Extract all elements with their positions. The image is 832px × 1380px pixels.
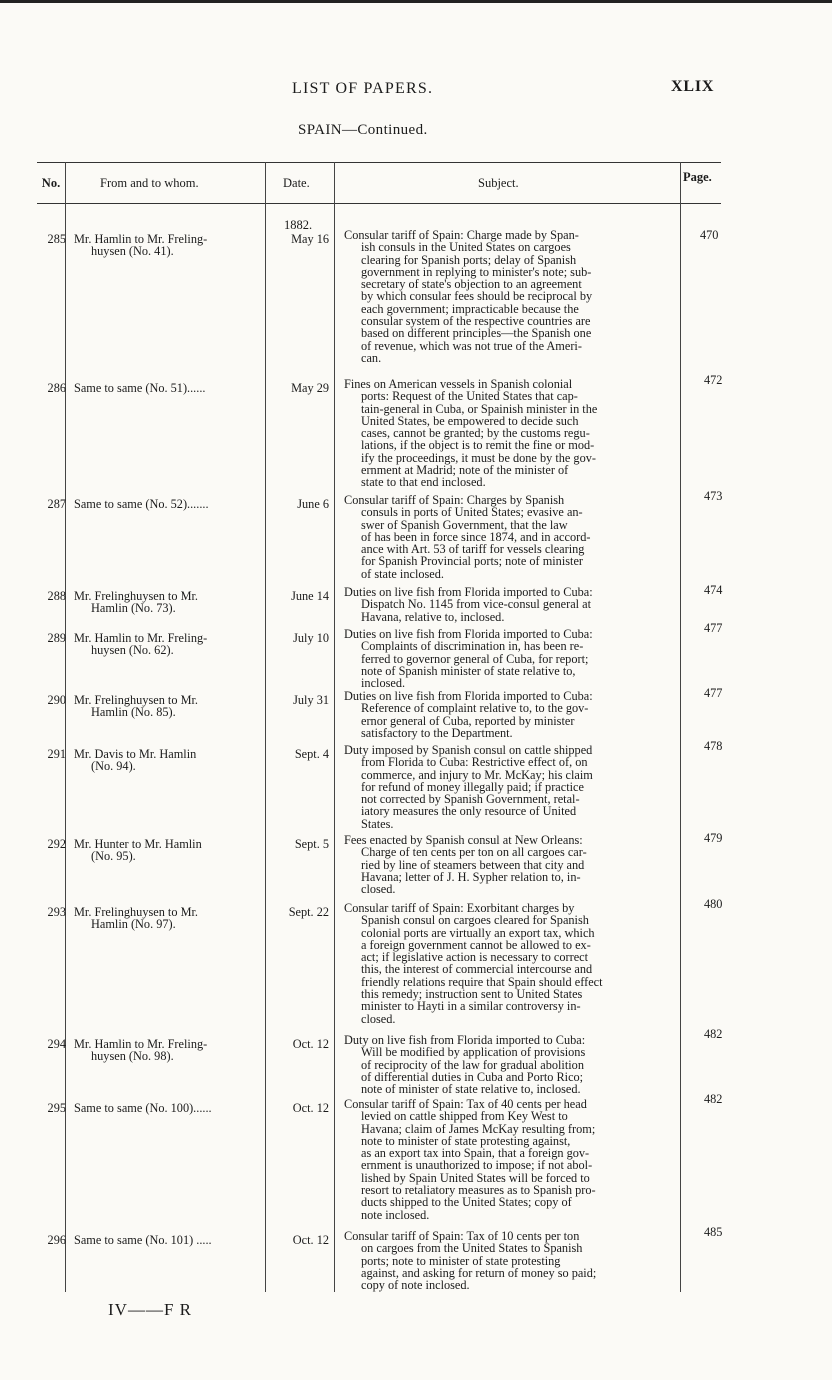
- subject-line: ernment at Madrid; note of the minister of: [361, 463, 569, 478]
- subject-line: can.: [361, 350, 382, 365]
- correspondents-line: Same to same (No. 52).......: [74, 497, 209, 511]
- page-reference: 477: [704, 621, 723, 635]
- page-reference: 478: [704, 739, 723, 753]
- subject-line: from Florida to Cuba: Restrictive effect of, on: [361, 755, 588, 770]
- subject-line: levied on cattle shipped from Key West to: [361, 1109, 568, 1124]
- correspondents-line: Same to same (No. 51)......: [74, 381, 206, 395]
- correspondents-line: (No. 94).: [91, 759, 136, 774]
- column-divider: [65, 162, 66, 1292]
- correspondents: [74, 838, 270, 863]
- subject-line: ried by line of steamers between that city and: [361, 857, 585, 872]
- page-reference: 474: [704, 583, 723, 597]
- correspondents: [74, 906, 270, 931]
- correspondents-line: huysen (No. 62).: [91, 643, 174, 658]
- page-reference: 482: [704, 1027, 723, 1041]
- subject-line: of revenue, which was not true of the Ameri-: [361, 338, 582, 353]
- subject-line: ish consuls in the United States on cargoes: [361, 240, 571, 255]
- subject-line: for refund of money illegally paid; if practice: [361, 779, 584, 794]
- subject-line: of differential duties in Cuba and Porto Rico;: [361, 1069, 584, 1084]
- subject-line: this, the interest of commercial intercourse and: [361, 962, 593, 977]
- correspondents-line: Hamlin (No. 85).: [91, 705, 176, 720]
- correspondents: [74, 632, 270, 657]
- entry-date: June 6: [297, 497, 329, 511]
- subject-text: [344, 628, 680, 689]
- subject-line: Havana; letter of J. H. Sypher relation to, in-: [361, 869, 581, 884]
- entry-date: July 31: [293, 693, 329, 707]
- entry-date: Oct. 12: [292, 1037, 329, 1051]
- row-number: 292: [47, 837, 66, 851]
- subject-text: [344, 494, 680, 580]
- column-divider: [265, 162, 266, 1292]
- row-number: 294: [47, 1037, 66, 1051]
- subject-line: friendly relations require that Spain should effect: [361, 974, 603, 989]
- subject-line: Havana; claim of James McKay resulting from;: [361, 1121, 596, 1136]
- column-header-date: Date.: [283, 176, 310, 190]
- correspondents: [74, 1234, 270, 1246]
- row-number: 285: [47, 232, 66, 246]
- subject-text: [344, 586, 680, 623]
- subject-line: Fines on American vessels in Spanish colonial: [344, 377, 573, 391]
- entry-date: Oct. 12: [292, 1233, 329, 1247]
- correspondents-line: Hamlin (No. 73).: [91, 601, 176, 616]
- subject-line: act; if legislative action is necessary to correct: [361, 950, 589, 965]
- subject-line: lished by Spain United States will be forced to: [361, 1170, 590, 1185]
- subject-line: of state inclosed.: [361, 566, 444, 581]
- subject-line: by which consular fees should be reciprocal by: [361, 289, 593, 304]
- correspondents-line: Mr. Frelinghuysen to Mr.: [74, 589, 198, 603]
- subject-line: note to minister of state protesting against,: [361, 1133, 571, 1148]
- subject-line: clearing for Spanish ports; delay of Spanish: [361, 252, 577, 267]
- column-header-no: No.: [41, 176, 61, 190]
- correspondents-line: Same to same (No. 101) .....: [74, 1233, 212, 1247]
- row-number: 286: [47, 381, 66, 395]
- subject-line: Havana, relative to, inclosed.: [361, 609, 505, 624]
- subject-line: Spanish consul on cargoes cleared for Spanish: [361, 913, 589, 928]
- page-number: XLIX: [671, 78, 715, 95]
- correspondents-line: Same to same (No. 100)......: [74, 1101, 212, 1115]
- subject-line: closed.: [361, 1011, 396, 1026]
- subject-line: swer of Spanish Government, that the law: [361, 517, 568, 532]
- table-header-rule: [37, 203, 721, 204]
- page-reference: 477: [704, 686, 723, 700]
- correspondents-line: (No. 95).: [91, 849, 136, 864]
- subject-line: of reciprocity of the law for gradual abolition: [361, 1057, 584, 1072]
- subject-line: not corrected by Spanish Government, retal-: [361, 792, 580, 807]
- subject-line: Fees enacted by Spanish consul at New Orleans:: [344, 833, 583, 847]
- subject-line: tain-general in Cuba, or Spainish minister in the: [361, 401, 598, 416]
- subject-line: state to that end inclosed.: [361, 475, 486, 490]
- subject-line: Consular tariff of Spain: Exorbitant charges by: [344, 901, 575, 915]
- row-number: 288: [47, 589, 66, 603]
- subject-line: resort to retaliatory measures as to Spanish pro-: [361, 1183, 596, 1198]
- subject-line: a foreign government cannot be allowed to ex-: [361, 937, 591, 952]
- subject-line: ports: Request of the United States that cap-: [361, 389, 578, 404]
- correspondents: [74, 382, 270, 394]
- subject-line: United States, be empowered to decide such: [361, 413, 579, 428]
- subject-line: ance with Art. 53 of tariff for vessels clearing: [361, 542, 585, 557]
- column-header-from: From and to whom.: [100, 176, 199, 190]
- page-reference: 485: [704, 1225, 723, 1239]
- entry-date: July 10: [293, 631, 329, 645]
- correspondents: [74, 694, 270, 719]
- row-number: 293: [47, 905, 66, 919]
- entry-date: May 29: [291, 381, 329, 395]
- column-header-page: Page.: [683, 170, 712, 184]
- subject-line: closed.: [361, 882, 396, 897]
- correspondents: [74, 233, 270, 258]
- subject-text: [344, 378, 680, 489]
- subject-line: Complaints of discrimination in, has been re-: [361, 639, 584, 654]
- correspondents-line: Mr. Hunter to Mr. Hamlin: [74, 837, 202, 851]
- column-divider: [334, 162, 335, 1292]
- year-label: 1882.: [284, 218, 313, 232]
- correspondents: [74, 590, 270, 615]
- row-number: 289: [47, 631, 66, 645]
- subject-line: cases, cannot be granted; by the customs regu-: [361, 426, 590, 441]
- subject-line: ify the proceedings, it must be done by the gov-: [361, 450, 596, 465]
- entry-date: May 16: [291, 232, 329, 246]
- subject-line: secretary of state's objection to an agreement: [361, 277, 582, 292]
- correspondents-line: Mr. Davis to Mr. Hamlin: [74, 747, 197, 761]
- subject-line: satisfactory to the Department.: [361, 725, 513, 740]
- subject-line: Duty on live fish from Florida imported to Cuba:: [344, 1033, 586, 1047]
- subject-line: consuls in ports of United States; evasive an-: [361, 505, 583, 520]
- subject-line: iatory measures the only resource of United: [361, 804, 577, 819]
- row-number: 290: [47, 693, 66, 707]
- correspondents-line: huysen (No. 98).: [91, 1049, 174, 1064]
- page-reference: 480: [704, 897, 723, 911]
- subject-line: consular system of the respective countries are: [361, 314, 591, 329]
- subject-line: government in replying to minister's note; sub-: [361, 264, 592, 279]
- subject-text: [344, 902, 680, 1025]
- subject-line: note of minister of state relative to, inclosed.: [361, 1082, 581, 1097]
- subject-line: as an export tax into Spain, that a foreign gov-: [361, 1146, 590, 1161]
- column-header-subject: Subject.: [478, 176, 519, 190]
- subject-line: colonial ports are virtually an export tax, which: [361, 925, 595, 940]
- table-top-rule: [37, 162, 721, 163]
- subject-line: Duties on live fish from Florida imported to Cuba:: [344, 627, 593, 641]
- row-number: 295: [47, 1101, 66, 1115]
- correspondents: [74, 748, 270, 773]
- subject-text: [344, 744, 680, 830]
- correspondents: [74, 1038, 270, 1063]
- section-title: SPAIN—Continued.: [298, 122, 428, 138]
- subject-line: this remedy; instruction sent to United States: [361, 987, 583, 1002]
- correspondents-line: huysen (No. 41).: [91, 244, 174, 259]
- subject-line: note of Spanish minister of state relative to,: [361, 663, 576, 678]
- correspondents-line: Mr. Hamlin to Mr. Freling-: [74, 1037, 208, 1051]
- page-reference: 473: [704, 489, 723, 503]
- correspondents-line: Hamlin (No. 97).: [91, 917, 176, 932]
- subject-line: note inclosed.: [361, 1207, 430, 1222]
- subject-line: commerce, and injury to Mr. McKay; his claim: [361, 767, 593, 782]
- subject-line: on cargoes from the United States to Spanish: [361, 1241, 583, 1256]
- subject-line: Duties on live fish from Florida imported to Cuba:: [344, 689, 593, 703]
- subject-line: ernor general of Cuba, reported by minister: [361, 713, 575, 728]
- subject-text: [344, 834, 680, 895]
- subject-line: Consular tariff of Spain: Tax of 10 cents per ton: [344, 1229, 580, 1243]
- subject-text: [344, 1098, 680, 1221]
- subject-line: each government; impracticable because the: [361, 301, 579, 316]
- subject-line: Duties on live fish from Florida imported to Cuba:: [344, 585, 593, 599]
- subject-line: Dispatch No. 1145 from vice-consul general at: [361, 597, 592, 612]
- subject-text: [344, 1034, 680, 1095]
- subject-line: Duty imposed by Spanish consul on cattle shipped: [344, 743, 593, 757]
- subject-line: Will be modified by application of provisions: [361, 1045, 586, 1060]
- row-number: 291: [47, 747, 66, 761]
- row-number: 287: [47, 497, 66, 511]
- correspondents-line: Mr. Hamlin to Mr. Freling-: [74, 631, 208, 645]
- correspondents: [74, 1102, 270, 1114]
- subject-line: Reference of complaint relative to, to the gov-: [361, 701, 589, 716]
- correspondents-line: Mr. Frelinghuysen to Mr.: [74, 693, 198, 707]
- subject-text: [344, 690, 680, 739]
- entry-date: Sept. 4: [294, 747, 329, 761]
- entry-date: Sept. 22: [288, 905, 329, 919]
- page-reference: 472: [704, 373, 723, 387]
- subject-line: ernment is unauthorized to impose; if not abol-: [361, 1158, 593, 1173]
- entry-date: Sept. 5: [294, 837, 329, 851]
- subject-line: ports; note to minister of state protesting: [361, 1253, 561, 1268]
- subject-line: Consular tariff of Spain: Charge made by Span-: [344, 228, 579, 242]
- signature-mark: IV——F R: [108, 1300, 192, 1319]
- subject-line: States.: [361, 816, 394, 831]
- subject-line: inclosed.: [361, 676, 406, 691]
- subject-line: ferred to governor general of Cuba, for report;: [361, 651, 589, 666]
- subject-line: ducts shipped to the United States; copy of: [361, 1195, 572, 1210]
- subject-text: [344, 229, 680, 364]
- subject-line: lations, if the object is to remit the fine or mod-: [361, 438, 595, 453]
- page-title: LIST OF PAPERS.: [292, 80, 434, 97]
- top-rule: [0, 0, 832, 3]
- subject-line: of has been in force since 1874, and in accord-: [361, 529, 591, 544]
- subject-line: against, and asking for return of money so paid;: [361, 1265, 597, 1280]
- row-number: 296: [47, 1233, 66, 1247]
- subject-line: copy of note inclosed.: [361, 1278, 470, 1293]
- subject-line: for Spanish Provincial ports; note of minister: [361, 554, 583, 569]
- page-reference: 470: [700, 228, 719, 242]
- subject-line: based on different principles—the Spanish one: [361, 326, 592, 341]
- correspondents-line: Mr. Hamlin to Mr. Freling-: [74, 232, 208, 246]
- subject-line: Charge of ten cents per ton on all cargoes car-: [361, 845, 587, 860]
- page-reference: 482: [704, 1092, 723, 1106]
- subject-line: Consular tariff of Spain: Tax of 40 cents per head: [344, 1097, 587, 1111]
- correspondents-line: Mr. Frelinghuysen to Mr.: [74, 905, 198, 919]
- entry-date: Oct. 12: [292, 1101, 329, 1115]
- correspondents: [74, 498, 270, 510]
- subject-line: Consular tariff of Spain: Charges by Spanish: [344, 493, 565, 507]
- subject-text: [344, 1230, 680, 1291]
- column-divider: [680, 162, 681, 1292]
- subject-line: minister to Hayti in a similar controversy in-: [361, 999, 581, 1014]
- entry-date: June 14: [291, 589, 329, 603]
- page-reference: 479: [704, 831, 723, 845]
